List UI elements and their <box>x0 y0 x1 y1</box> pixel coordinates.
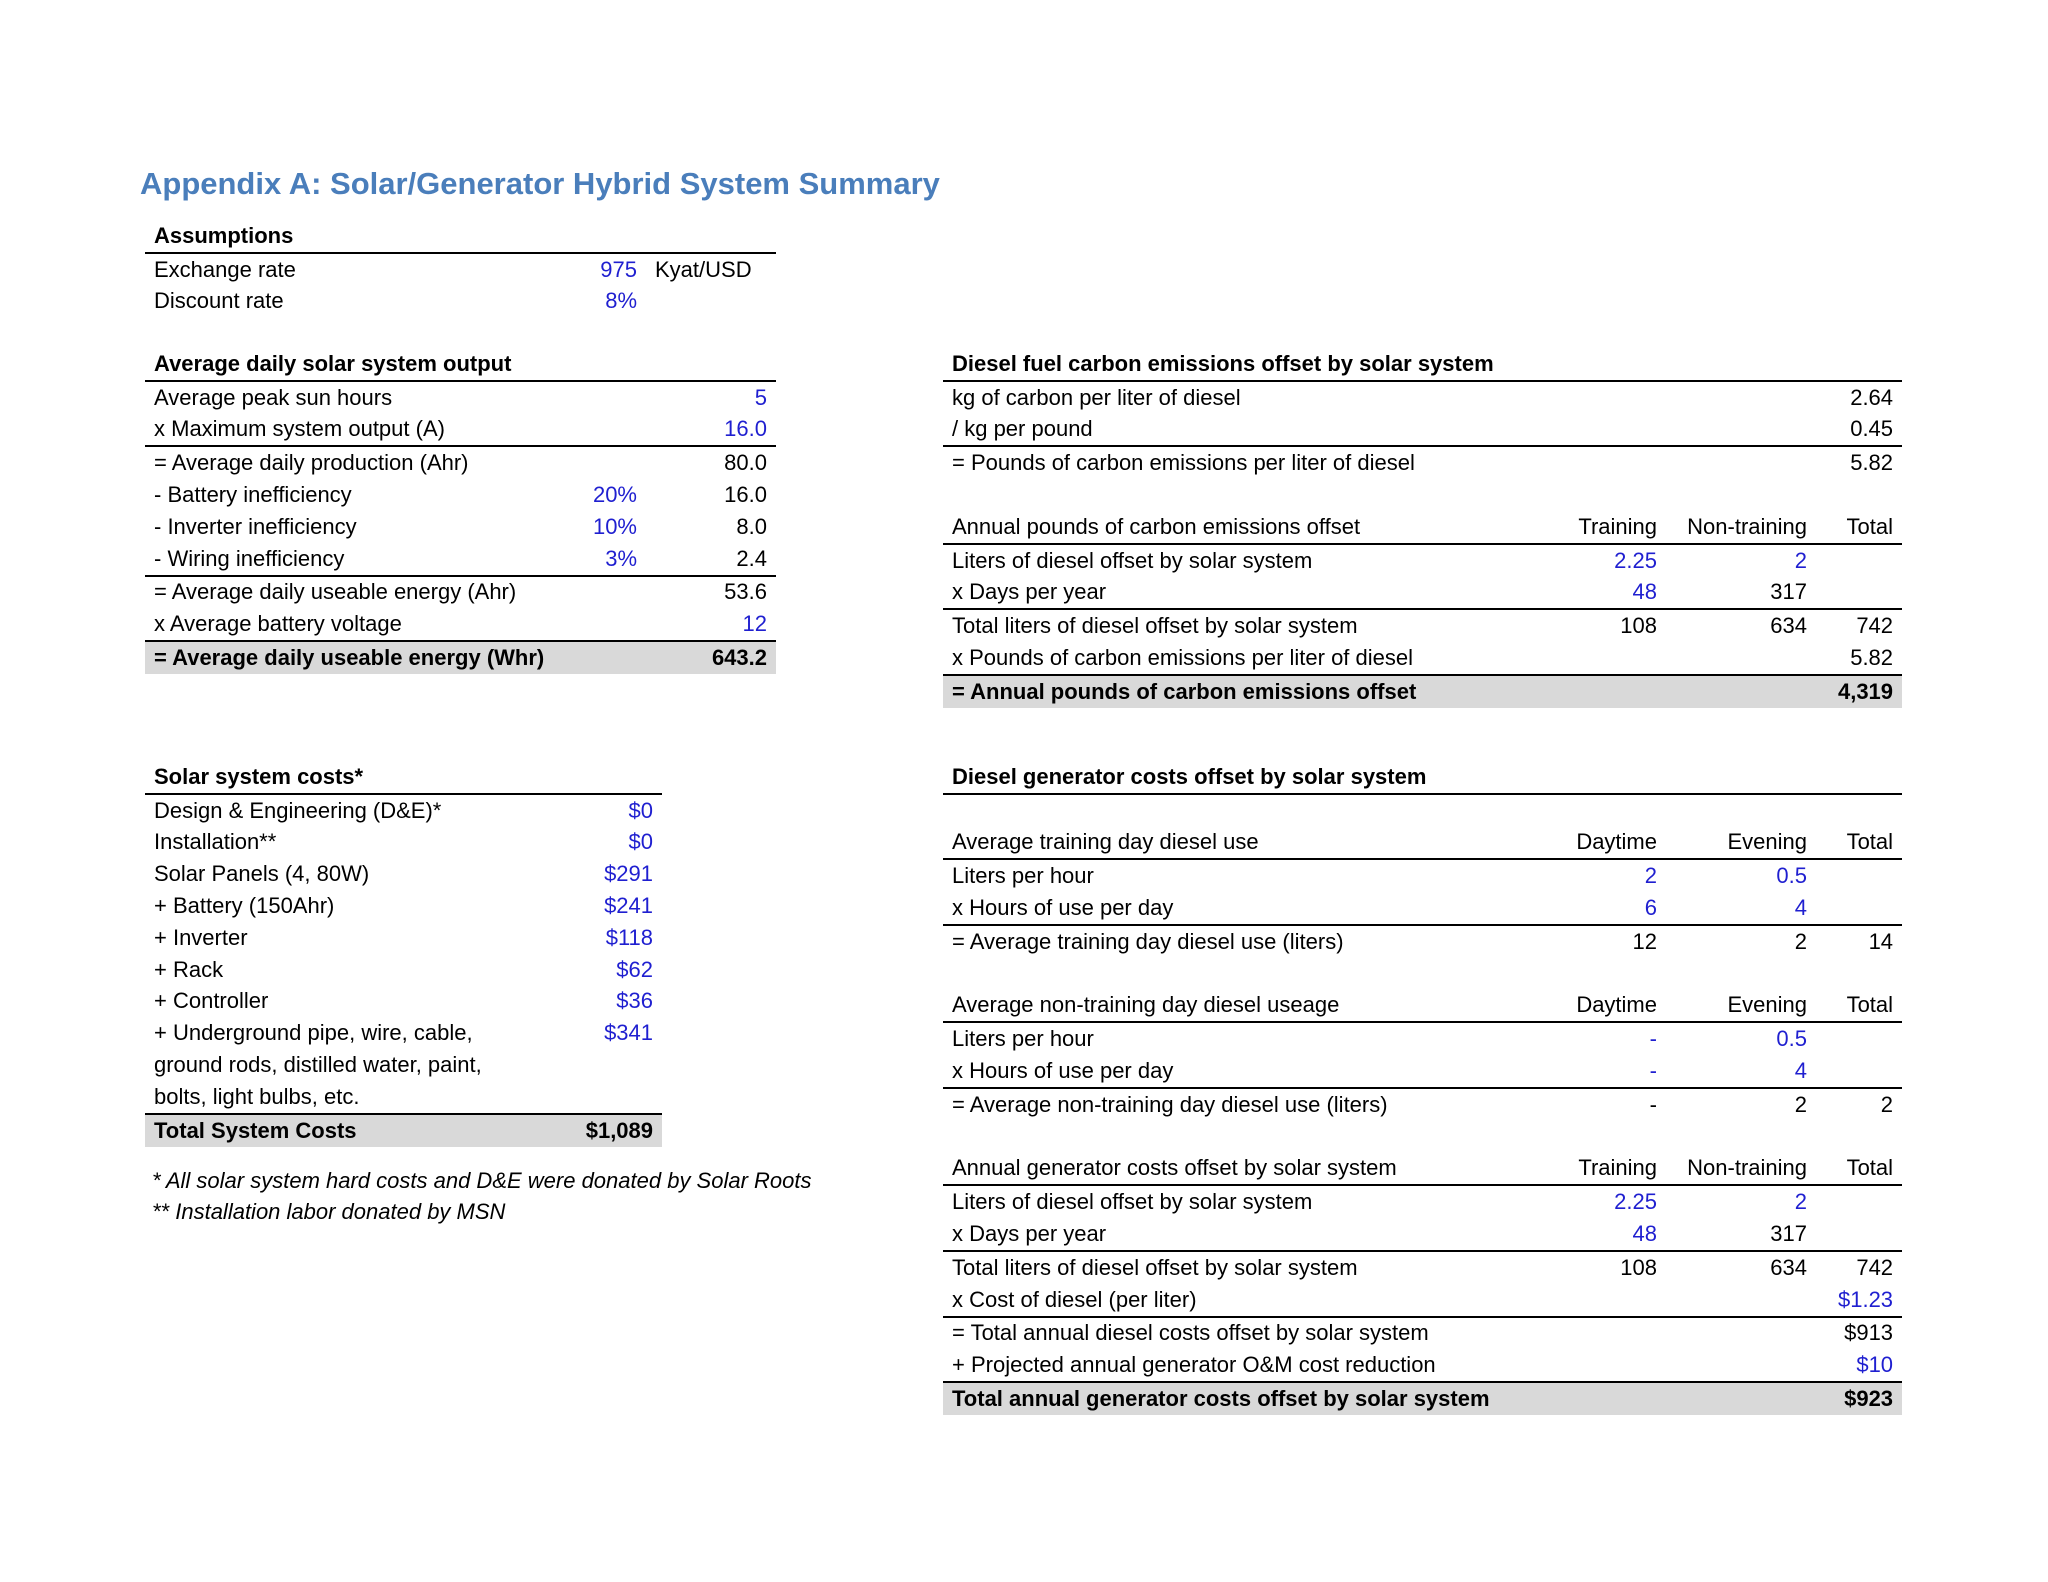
cell: 2 <box>1523 859 1666 892</box>
cell <box>1816 544 1902 577</box>
cell: 634 <box>1666 1251 1816 1284</box>
table-row <box>145 414 776 447</box>
row-label: Liters of diesel offset by solar system <box>943 544 1523 577</box>
row-label: - Inverter inefficiency <box>154 513 357 539</box>
exchange-rate-value: 975 <box>566 253 646 286</box>
cell: - <box>1649 1058 1657 1084</box>
table-row <box>943 859 1902 892</box>
row-value: $0 <box>628 829 654 855</box>
column-header: Training <box>1578 1155 1657 1181</box>
cell: 0.5 <box>1666 1022 1816 1055</box>
generator-section <box>943 761 1902 1415</box>
row-value: $0 <box>566 794 662 827</box>
row-label: Liters of diesel offset by solar system <box>943 1185 1523 1218</box>
cell: - <box>1523 1088 1666 1121</box>
carbon-table <box>943 348 1902 708</box>
row-label: x Days per year <box>952 1221 1107 1247</box>
column-header: Training <box>1578 513 1657 539</box>
cell: $923 <box>1816 1382 1902 1415</box>
row-label: Total annual generator costs offset by solar system <box>943 1382 1523 1415</box>
cell: 2 <box>1666 925 1816 958</box>
cell: $1.23 <box>1837 1286 1894 1312</box>
column-header: Total <box>1846 513 1894 539</box>
generator-table <box>943 761 1902 1415</box>
column-header: Non-training <box>1687 1155 1807 1181</box>
cell: 742 <box>1816 1251 1902 1284</box>
row-value: 16.0 <box>724 416 767 442</box>
row-label: x Pounds of carbon emissions per liter of diesel <box>952 645 1414 671</box>
cell: 108 <box>1523 1251 1666 1284</box>
row-pct: 3% <box>605 545 637 571</box>
table-row <box>943 1251 1902 1284</box>
discount-rate-unit <box>646 286 776 318</box>
row-label: Solar Panels (4, 80W) <box>154 861 370 887</box>
row-pct <box>566 414 646 447</box>
table-row <box>943 1284 1902 1317</box>
row-label: Total liters of diesel offset by solar system <box>943 1251 1523 1284</box>
cell <box>1523 642 1666 675</box>
discount-rate-value: 8% <box>605 288 637 314</box>
row-value: 80.0 <box>646 446 776 479</box>
cell <box>1666 1349 1816 1382</box>
cell <box>1523 1317 1666 1350</box>
cell <box>1816 1022 1902 1055</box>
column-header-row <box>943 990 1902 1023</box>
row-label: + Projected annual generator O&M cost reduction <box>952 1352 1436 1378</box>
table-row <box>145 608 776 641</box>
row-value: 643.2 <box>646 641 776 674</box>
cell: 5.82 <box>1850 645 1894 671</box>
cell <box>1816 1055 1902 1088</box>
row-label: + Battery (150Ahr) <box>154 893 335 919</box>
row-label: Design & Engineering (D&E)* <box>145 794 566 827</box>
table-row <box>943 1022 1902 1055</box>
row-label: = Total annual diesel costs offset by solar system <box>943 1317 1523 1350</box>
cell <box>1816 859 1902 892</box>
row-label: x Maximum system output (A) <box>154 416 445 442</box>
table-row <box>943 1088 1902 1121</box>
cell: 2 <box>1666 544 1816 577</box>
row-value: $341 <box>604 1020 654 1046</box>
table-row <box>145 890 662 922</box>
cell: - <box>1523 1022 1666 1055</box>
row-pct: 20% <box>592 482 637 508</box>
row-value: 5.82 <box>1816 446 1902 479</box>
column-header-row <box>943 827 1902 860</box>
cell: 317 <box>1770 579 1807 605</box>
column-header: Average training day diesel use <box>952 829 1259 855</box>
row-label: + Underground pipe, wire, cable, ground rods, distilled water, paint, bolts, light bulbs, etc. <box>154 1020 482 1109</box>
table-row <box>943 642 1902 675</box>
table-row <box>145 922 662 954</box>
total-row <box>145 641 776 674</box>
column-header-row <box>943 1153 1902 1186</box>
column-header: Daytime <box>1576 992 1657 1018</box>
row-value: $118 <box>605 924 654 950</box>
row-pct <box>566 381 646 414</box>
row-label: x Average battery voltage <box>154 611 402 637</box>
column-header-row <box>943 511 1902 544</box>
cell: 2.25 <box>1523 1185 1666 1218</box>
column-header: Total <box>1846 1155 1894 1181</box>
row-label: + Rack <box>154 956 224 982</box>
table-row <box>145 543 776 576</box>
row-value: 2.64 <box>1816 381 1902 414</box>
row-label: Total liters of diesel offset by solar system <box>943 609 1523 642</box>
row-pct <box>566 446 646 479</box>
row-value: $36 <box>616 988 654 1014</box>
table-row <box>145 954 662 986</box>
row-pct <box>566 576 646 609</box>
row-value: 0.45 <box>1850 416 1894 442</box>
row-label: = Average non-training day diesel use (liters) <box>943 1088 1523 1121</box>
row-label: x Cost of diesel (per liter) <box>952 1286 1197 1312</box>
row-label: x Days per year <box>952 579 1107 605</box>
cell: 2 <box>1666 1185 1816 1218</box>
row-label: + Controller <box>154 988 269 1014</box>
cell: 0.5 <box>1666 859 1816 892</box>
cell: 742 <box>1816 609 1902 642</box>
column-header: Total <box>1846 829 1894 855</box>
assumptions-header-row <box>145 220 776 253</box>
row-label: Exchange rate <box>145 253 566 286</box>
row-value: $291 <box>604 861 654 887</box>
table-row <box>943 544 1902 577</box>
table-row <box>145 986 662 1018</box>
table-row <box>943 925 1902 958</box>
assumptions-header: Assumptions <box>154 222 294 248</box>
cell: 4 <box>1794 895 1807 921</box>
generator-header: Diesel generator costs offset by solar system <box>952 763 1427 789</box>
row-label: Discount rate <box>154 288 284 314</box>
cell: 2.25 <box>1523 544 1666 577</box>
column-header: Evening <box>1727 992 1807 1018</box>
row-pct: 10% <box>592 513 637 539</box>
cell: 6 <box>1644 895 1657 921</box>
row-value: 8.0 <box>736 513 767 539</box>
solar-costs-table <box>145 761 662 1147</box>
table-row <box>145 479 776 511</box>
cell <box>1816 1218 1902 1251</box>
table-row <box>943 892 1902 925</box>
cell: $10 <box>1856 1352 1894 1378</box>
row-pct <box>566 641 646 674</box>
cell <box>1666 675 1816 708</box>
carbon-section <box>943 348 1902 708</box>
row-value: 5 <box>646 381 776 414</box>
table-row <box>943 1055 1902 1088</box>
row-label: kg of carbon per liter of diesel <box>943 381 1816 414</box>
row-label: Liters per hour <box>943 1022 1523 1055</box>
row-value: 2.4 <box>736 545 767 571</box>
row-label: = Average daily useable energy (Whr) <box>145 641 566 674</box>
solar-costs-section <box>145 761 812 1228</box>
cell <box>1666 1382 1816 1415</box>
row-label: - Battery inefficiency <box>154 482 352 508</box>
cell: 2 <box>1666 1088 1816 1121</box>
row-label: x Hours of use per day <box>952 895 1174 921</box>
exchange-rate-unit: Kyat/USD <box>646 253 776 286</box>
cell: 14 <box>1816 925 1902 958</box>
column-header: Daytime <box>1576 829 1657 855</box>
table-row <box>145 446 776 479</box>
carbon-header: Diesel fuel carbon emissions offset by solar system <box>952 350 1494 376</box>
table-row <box>145 576 776 609</box>
row-label: / kg per pound <box>952 416 1093 442</box>
table-row <box>943 609 1902 642</box>
table-row <box>145 827 662 859</box>
row-label: = Pounds of carbon emissions per liter of diesel <box>943 446 1816 479</box>
cell: 4 <box>1794 1058 1807 1084</box>
table-row <box>145 1017 662 1113</box>
row-value: $62 <box>616 956 654 982</box>
table-row <box>145 381 776 414</box>
cell: 108 <box>1523 609 1666 642</box>
column-header: Total <box>1846 992 1894 1018</box>
cell <box>1816 577 1902 610</box>
table-row <box>943 381 1902 414</box>
assumptions-table <box>145 220 776 317</box>
row-label: - Wiring inefficiency <box>154 545 345 571</box>
table-row <box>145 794 662 827</box>
table-row <box>943 1218 1902 1251</box>
table-row <box>943 1317 1902 1350</box>
cell <box>1523 675 1666 708</box>
column-header: Annual pounds of carbon emissions offset <box>952 513 1361 539</box>
row-value: $241 <box>604 893 654 919</box>
cell <box>1523 1284 1666 1317</box>
solar-output-table <box>145 348 776 674</box>
row-label: Liters per hour <box>943 859 1523 892</box>
total-label: Total System Costs <box>145 1114 566 1147</box>
total-value: $1,089 <box>566 1114 662 1147</box>
total-row <box>943 1382 1902 1415</box>
table-row <box>943 1349 1902 1382</box>
table-row <box>943 414 1902 447</box>
table-row <box>145 253 776 286</box>
cell: 634 <box>1666 609 1816 642</box>
solar-output-header: Average daily solar system output <box>154 350 512 376</box>
cell <box>1666 1317 1816 1350</box>
row-label: Average peak sun hours <box>145 381 566 414</box>
table-row <box>943 577 1902 610</box>
solar-costs-header: Solar system costs* <box>154 763 364 789</box>
cell: 4,319 <box>1816 675 1902 708</box>
assumptions-section <box>145 220 776 317</box>
cell <box>1523 1382 1666 1415</box>
cell: 317 <box>1770 1221 1807 1247</box>
cell: 48 <box>1632 579 1657 605</box>
row-label: = Average daily useable energy (Ahr) <box>145 576 566 609</box>
table-row <box>145 858 662 890</box>
table-row <box>145 511 776 543</box>
cell: 48 <box>1632 1221 1657 1247</box>
row-value: 12 <box>742 611 767 637</box>
total-row <box>943 675 1902 708</box>
cell: 2 <box>1816 1088 1902 1121</box>
footnote: ** Installation labor donated by MSN <box>152 1199 506 1225</box>
footnotes <box>145 1165 812 1229</box>
row-pct <box>566 608 646 641</box>
cell <box>1666 642 1816 675</box>
table-row <box>943 446 1902 479</box>
row-value: 53.6 <box>646 576 776 609</box>
row-label: x Hours of use per day <box>952 1058 1174 1084</box>
footnote: * All solar system hard costs and D&E were donated by Solar Roots <box>152 1167 812 1193</box>
total-row <box>145 1114 662 1147</box>
row-label: = Annual pounds of carbon emissions offset <box>943 675 1523 708</box>
cell <box>1666 1284 1816 1317</box>
column-header: Non-training <box>1687 513 1807 539</box>
table-row <box>943 1185 1902 1218</box>
cell: 12 <box>1523 925 1666 958</box>
row-value: 16.0 <box>724 482 767 508</box>
row-label: + Inverter <box>154 924 248 950</box>
row-label: = Average daily production (Ahr) <box>145 446 566 479</box>
row-label: = Average training day diesel use (liters) <box>943 925 1523 958</box>
column-header: Evening <box>1727 829 1807 855</box>
solar-output-section <box>145 348 776 674</box>
cell <box>1523 1349 1666 1382</box>
column-header: Average non-training day diesel useage <box>952 992 1340 1018</box>
cell <box>1816 1185 1902 1218</box>
table-row <box>145 286 776 318</box>
page-title: Appendix A: Solar/Generator Hybrid System Summary <box>140 166 940 201</box>
cell: $913 <box>1816 1317 1902 1350</box>
cell <box>1816 892 1902 925</box>
column-header: Annual generator costs offset by solar system <box>952 1155 1397 1181</box>
row-label: Installation** <box>154 829 277 855</box>
